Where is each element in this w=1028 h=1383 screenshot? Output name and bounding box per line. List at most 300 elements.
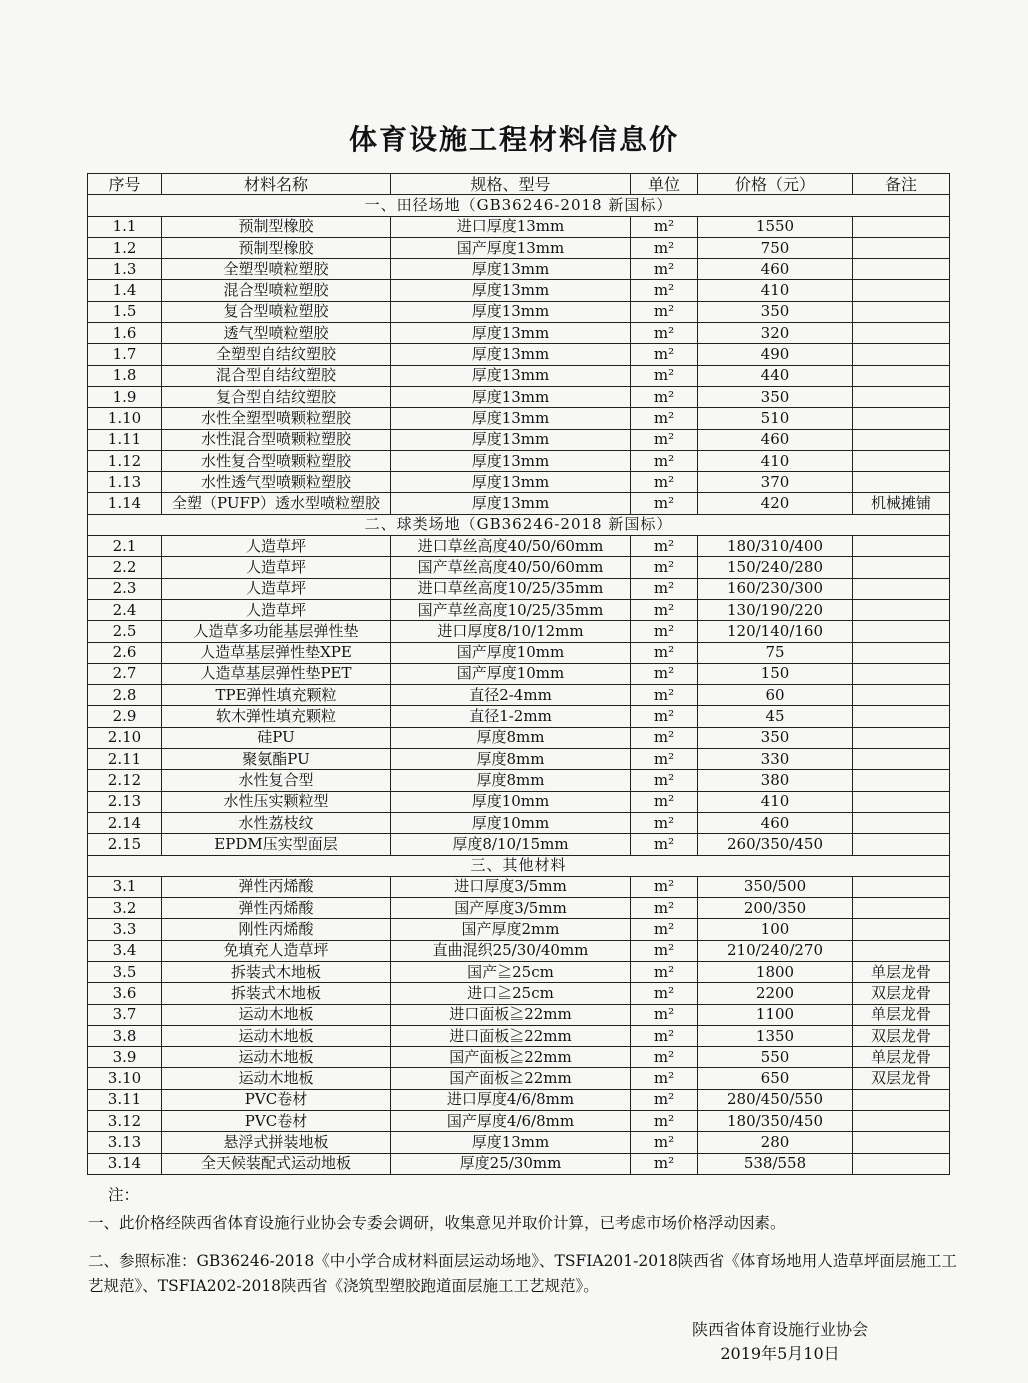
table-row [88, 557, 950, 578]
cell-spec: 厚度13mm [391, 1132, 631, 1153]
section-row [88, 514, 950, 535]
cell-name: 混合型喷粒塑胶 [162, 280, 391, 301]
cell-unit: m² [631, 663, 698, 684]
table-row [88, 749, 950, 770]
cell-unit: m² [631, 365, 698, 386]
cell-price: 350/500 [698, 876, 853, 897]
cell-note [853, 408, 950, 429]
document-title: 体育设施工程材料信息价 [348, 123, 679, 156]
cell-name: 水性混合型喷颗粒塑胶 [162, 429, 391, 450]
cell-name: 人造草坪 [162, 557, 391, 578]
header-name: 材料名称 [162, 174, 391, 195]
cell-price: 1100 [698, 1004, 853, 1025]
cell-note [853, 365, 950, 386]
cell-no: 3.12 [88, 1111, 162, 1132]
cell-note: 单层龙骨 [853, 961, 950, 982]
table-row [88, 429, 950, 450]
cell-price: 490 [698, 344, 853, 365]
cell-price: 45 [698, 706, 853, 727]
cell-unit: m² [631, 1089, 698, 1110]
cell-note [853, 578, 950, 599]
cell-name: 硅PU [162, 727, 391, 748]
material-price-table [87, 173, 950, 1175]
cell-note [853, 663, 950, 684]
cell-note [853, 599, 950, 620]
table-row [88, 493, 950, 514]
cell-price: 100 [698, 919, 853, 940]
cell-note: 双层龙骨 [853, 1068, 950, 1089]
cell-spec: 进口草丝高度40/50/60mm [391, 536, 631, 557]
cell-unit: m² [631, 961, 698, 982]
cell-spec: 直径2-4mm [391, 685, 631, 706]
cell-name: PVC卷材 [162, 1089, 391, 1110]
table-row [88, 706, 950, 727]
cell-price: 380 [698, 770, 853, 791]
cell-price: 2200 [698, 983, 853, 1004]
cell-price: 420 [698, 493, 853, 514]
cell-note [853, 791, 950, 812]
cell-note [853, 259, 950, 280]
cell-note: 双层龙骨 [853, 1025, 950, 1046]
cell-no: 3.6 [88, 983, 162, 1004]
cell-name: 运动木地板 [162, 1068, 391, 1089]
table-body [88, 195, 950, 1175]
section-row [88, 855, 950, 876]
cell-price: 60 [698, 685, 853, 706]
cell-spec: 厚度13mm [391, 344, 631, 365]
cell-spec: 国产面板≧22mm [391, 1068, 631, 1089]
cell-unit: m² [631, 983, 698, 1004]
cell-price: 130/190/220 [698, 599, 853, 620]
cell-price: 460 [698, 812, 853, 833]
cell-no: 3.13 [88, 1132, 162, 1153]
cell-spec: 厚度8mm [391, 749, 631, 770]
cell-unit: m² [631, 1132, 698, 1153]
cell-no: 3.1 [88, 876, 162, 897]
cell-spec: 国产厚度2mm [391, 919, 631, 940]
cell-name: 人造草坪 [162, 536, 391, 557]
cell-no: 2.8 [88, 685, 162, 706]
cell-name: 复合型喷粒塑胶 [162, 301, 391, 322]
cell-no: 1.12 [88, 450, 162, 471]
cell-unit: m² [631, 940, 698, 961]
cell-unit: m² [631, 642, 698, 663]
header-note: 备注 [853, 174, 950, 195]
cell-price: 180/310/400 [698, 536, 853, 557]
cell-no: 3.2 [88, 898, 162, 919]
cell-price: 180/350/450 [698, 1111, 853, 1132]
cell-name: EPDM压实型面层 [162, 834, 391, 855]
table-row [88, 323, 950, 344]
cell-spec: 厚度8mm [391, 727, 631, 748]
cell-name: 弹性丙烯酸 [162, 898, 391, 919]
cell-price: 150/240/280 [698, 557, 853, 578]
footer-signature [650, 1318, 910, 1366]
cell-unit: m² [631, 450, 698, 471]
cell-name: TPE弹性填充颗粒 [162, 685, 391, 706]
cell-no: 2.4 [88, 599, 162, 620]
cell-name: 聚氨酯PU [162, 749, 391, 770]
cell-spec: 进口厚度4/6/8mm [391, 1089, 631, 1110]
cell-note [853, 216, 950, 237]
cell-name: 拆装式木地板 [162, 961, 391, 982]
section-title: 三、其他材料 [88, 855, 950, 876]
footer-organization: 陕西省体育设施行业协会 [691, 1320, 868, 1339]
cell-unit: m² [631, 259, 698, 280]
cell-no: 1.11 [88, 429, 162, 450]
table-row [88, 1004, 950, 1025]
cell-note [853, 1153, 950, 1174]
cell-note: 机械摊铺 [853, 493, 950, 514]
cell-price: 120/140/160 [698, 621, 853, 642]
cell-name: 全塑型自结纹塑胶 [162, 344, 391, 365]
cell-no: 2.15 [88, 834, 162, 855]
table-row [88, 1111, 950, 1132]
cell-no: 2.6 [88, 642, 162, 663]
cell-name: 全塑（PUFP）透水型喷粒塑胶 [162, 493, 391, 514]
table-row [88, 599, 950, 620]
cell-name: 运动木地板 [162, 1004, 391, 1025]
cell-spec: 厚度8mm [391, 770, 631, 791]
table-row [88, 685, 950, 706]
cell-no: 2.1 [88, 536, 162, 557]
cell-no: 1.7 [88, 344, 162, 365]
cell-no: 1.4 [88, 280, 162, 301]
cell-no: 3.14 [88, 1153, 162, 1174]
cell-price: 1350 [698, 1025, 853, 1046]
cell-unit: m² [631, 578, 698, 599]
cell-unit: m² [631, 408, 698, 429]
table-row [88, 536, 950, 557]
cell-name: 水性全塑型喷颗粒塑胶 [162, 408, 391, 429]
table-row [88, 983, 950, 1004]
cell-no: 3.9 [88, 1047, 162, 1068]
cell-note [853, 1132, 950, 1153]
cell-note [853, 323, 950, 344]
cell-spec: 厚度13mm [391, 408, 631, 429]
cell-note [853, 749, 950, 770]
cell-name: 水性透气型喷颗粒塑胶 [162, 472, 391, 493]
cell-spec: 厚度13mm [391, 280, 631, 301]
cell-price: 75 [698, 642, 853, 663]
cell-unit: m² [631, 280, 698, 301]
cell-unit: m² [631, 237, 698, 258]
cell-spec: 厚度13mm [391, 472, 631, 493]
cell-no: 1.6 [88, 323, 162, 344]
note-item-1: 一、此价格经陕西省体育设施行业协会专委会调研，收集意见并取价计算，已考虑市场价格浮动因素。 [88, 1214, 786, 1232]
cell-name: 混合型自结纹塑胶 [162, 365, 391, 386]
header-unit: 单位 [631, 174, 698, 195]
cell-unit: m² [631, 749, 698, 770]
cell-note [853, 727, 950, 748]
cell-spec: 厚度10mm [391, 791, 631, 812]
cell-unit: m² [631, 1025, 698, 1046]
cell-no: 1.2 [88, 237, 162, 258]
cell-spec: 国产厚度10mm [391, 642, 631, 663]
cell-name: 悬浮式拼装地板 [162, 1132, 391, 1153]
table-row [88, 237, 950, 258]
cell-unit: m² [631, 1111, 698, 1132]
table-row [88, 834, 950, 855]
section-title: 二、球类场地（GB36246-2018 新国标） [88, 514, 950, 535]
cell-name: PVC卷材 [162, 1111, 391, 1132]
table-row [88, 1047, 950, 1068]
cell-price: 460 [698, 429, 853, 450]
table-header-row [88, 174, 950, 195]
cell-unit: m² [631, 323, 698, 344]
cell-no: 2.11 [88, 749, 162, 770]
cell-name: 复合型自结纹塑胶 [162, 386, 391, 407]
header-spec: 规格、型号 [391, 174, 631, 195]
cell-note: 单层龙骨 [853, 1047, 950, 1068]
cell-no: 3.11 [88, 1089, 162, 1110]
table-row [88, 408, 950, 429]
cell-note: 单层龙骨 [853, 1004, 950, 1025]
cell-note [853, 834, 950, 855]
cell-price: 510 [698, 408, 853, 429]
cell-note [853, 685, 950, 706]
cell-spec: 直径1-2mm [391, 706, 631, 727]
cell-note [853, 621, 950, 642]
cell-no: 2.12 [88, 770, 162, 791]
table-row [88, 961, 950, 982]
table-row [88, 727, 950, 748]
cell-unit: m² [631, 301, 698, 322]
cell-note [853, 876, 950, 897]
cell-no: 1.5 [88, 301, 162, 322]
cell-price: 350 [698, 301, 853, 322]
cell-name: 人造草坪 [162, 578, 391, 599]
cell-note [853, 919, 950, 940]
cell-name: 人造草坪 [162, 599, 391, 620]
table-row [88, 365, 950, 386]
cell-price: 260/350/450 [698, 834, 853, 855]
cell-spec: 国产厚度3/5mm [391, 898, 631, 919]
table-row [88, 280, 950, 301]
cell-spec: 进口厚度8/10/12mm [391, 621, 631, 642]
cell-unit: m² [631, 876, 698, 897]
cell-unit: m² [631, 791, 698, 812]
table-row [88, 919, 950, 940]
table-row [88, 791, 950, 812]
cell-name: 软木弹性填充颗粒 [162, 706, 391, 727]
cell-no: 3.5 [88, 961, 162, 982]
cell-unit: m² [631, 621, 698, 642]
section-title: 一、田径场地（GB36246-2018 新国标） [88, 195, 950, 216]
cell-note [853, 344, 950, 365]
table-row [88, 876, 950, 897]
table-row [88, 1089, 950, 1110]
cell-spec: 厚度8/10/15mm [391, 834, 631, 855]
cell-spec: 国产草丝高度10/25/35mm [391, 599, 631, 620]
cell-name: 刚性丙烯酸 [162, 919, 391, 940]
cell-no: 1.9 [88, 386, 162, 407]
table-row [88, 216, 950, 237]
cell-unit: m² [631, 898, 698, 919]
cell-spec: 进口面板≧22mm [391, 1025, 631, 1046]
cell-note [853, 812, 950, 833]
cell-price: 210/240/270 [698, 940, 853, 961]
cell-note [853, 536, 950, 557]
cell-note [853, 386, 950, 407]
table-row [88, 578, 950, 599]
cell-price: 160/230/300 [698, 578, 853, 599]
cell-price: 350 [698, 727, 853, 748]
cell-unit: m² [631, 706, 698, 727]
table-row [88, 642, 950, 663]
cell-name: 水性荔枝纹 [162, 812, 391, 833]
cell-no: 2.5 [88, 621, 162, 642]
cell-no: 2.13 [88, 791, 162, 812]
table-row [88, 386, 950, 407]
cell-price: 410 [698, 450, 853, 471]
cell-spec: 厚度25/30mm [391, 1153, 631, 1174]
cell-name: 预制型橡胶 [162, 216, 391, 237]
cell-note [853, 557, 950, 578]
cell-unit: m² [631, 812, 698, 833]
notes-block [88, 1183, 958, 1299]
cell-spec: 进口≧25cm [391, 983, 631, 1004]
cell-unit: m² [631, 557, 698, 578]
cell-note [853, 770, 950, 791]
cell-spec: 国产面板≧22mm [391, 1047, 631, 1068]
cell-price: 410 [698, 280, 853, 301]
cell-no: 1.14 [88, 493, 162, 514]
cell-note [853, 1111, 950, 1132]
cell-spec: 厚度13mm [391, 450, 631, 471]
table-row [88, 450, 950, 471]
cell-note [853, 472, 950, 493]
cell-name: 运动木地板 [162, 1047, 391, 1068]
cell-unit: m² [631, 770, 698, 791]
cell-name: 水性压实颗粒型 [162, 791, 391, 812]
cell-unit: m² [631, 685, 698, 706]
cell-unit: m² [631, 1068, 698, 1089]
cell-no: 1.8 [88, 365, 162, 386]
cell-name: 人造草多功能基层弹性垫 [162, 621, 391, 642]
cell-spec: 国产草丝高度40/50/60mm [391, 557, 631, 578]
cell-name: 全天候装配式运动地板 [162, 1153, 391, 1174]
cell-note [853, 898, 950, 919]
cell-price: 150 [698, 663, 853, 684]
cell-spec: 国产厚度4/6/8mm [391, 1111, 631, 1132]
cell-spec: 直曲混织25/30/40mm [391, 940, 631, 961]
cell-note [853, 301, 950, 322]
table-row [88, 472, 950, 493]
cell-name: 拆装式木地板 [162, 983, 391, 1004]
table-row [88, 621, 950, 642]
cell-no: 2.3 [88, 578, 162, 599]
header-no: 序号 [88, 174, 162, 195]
cell-price: 410 [698, 791, 853, 812]
cell-name: 水性复合型喷颗粒塑胶 [162, 450, 391, 471]
cell-note [853, 642, 950, 663]
footer-date: 2019年5月10日 [720, 1344, 840, 1363]
cell-no: 1.10 [88, 408, 162, 429]
table-row [88, 1153, 950, 1174]
cell-price: 350 [698, 386, 853, 407]
table-row [88, 898, 950, 919]
cell-note [853, 706, 950, 727]
cell-no: 2.9 [88, 706, 162, 727]
cell-spec: 厚度10mm [391, 812, 631, 833]
cell-note [853, 280, 950, 301]
cell-price: 330 [698, 749, 853, 770]
cell-name: 弹性丙烯酸 [162, 876, 391, 897]
cell-name: 预制型橡胶 [162, 237, 391, 258]
cell-name: 人造草基层弹性垫PET [162, 663, 391, 684]
cell-unit: m² [631, 919, 698, 940]
table-row [88, 1068, 950, 1089]
cell-price: 550 [698, 1047, 853, 1068]
cell-unit: m² [631, 1004, 698, 1025]
cell-price: 440 [698, 365, 853, 386]
cell-name: 运动木地板 [162, 1025, 391, 1046]
cell-no: 2.2 [88, 557, 162, 578]
cell-price: 538/558 [698, 1153, 853, 1174]
table-row [88, 301, 950, 322]
cell-unit: m² [631, 386, 698, 407]
cell-no: 3.4 [88, 940, 162, 961]
cell-price: 1800 [698, 961, 853, 982]
table-row [88, 663, 950, 684]
cell-note [853, 450, 950, 471]
cell-no: 2.14 [88, 812, 162, 833]
cell-price: 370 [698, 472, 853, 493]
cell-no: 1.13 [88, 472, 162, 493]
cell-unit: m² [631, 344, 698, 365]
cell-price: 1550 [698, 216, 853, 237]
table-row [88, 940, 950, 961]
cell-price: 650 [698, 1068, 853, 1089]
table-row [88, 1025, 950, 1046]
cell-spec: 进口面板≧22mm [391, 1004, 631, 1025]
cell-no: 3.8 [88, 1025, 162, 1046]
cell-note: 双层龙骨 [853, 983, 950, 1004]
cell-unit: m² [631, 1047, 698, 1068]
cell-spec: 厚度13mm [391, 429, 631, 450]
cell-no: 2.10 [88, 727, 162, 748]
cell-unit: m² [631, 216, 698, 237]
cell-spec: 进口厚度13mm [391, 216, 631, 237]
table-row [88, 259, 950, 280]
cell-name: 人造草基层弹性垫XPE [162, 642, 391, 663]
cell-unit: m² [631, 599, 698, 620]
cell-price: 280 [698, 1132, 853, 1153]
cell-spec: 国产厚度10mm [391, 663, 631, 684]
cell-no: 1.3 [88, 259, 162, 280]
cell-no: 3.10 [88, 1068, 162, 1089]
cell-spec: 厚度13mm [391, 493, 631, 514]
cell-unit: m² [631, 429, 698, 450]
cell-spec: 厚度13mm [391, 323, 631, 344]
cell-no: 1.1 [88, 216, 162, 237]
cell-spec: 国产≧25cm [391, 961, 631, 982]
cell-name: 免填充人造草坪 [162, 940, 391, 961]
cell-spec: 国产厚度13mm [391, 237, 631, 258]
cell-no: 3.3 [88, 919, 162, 940]
cell-spec: 进口厚度3/5mm [391, 876, 631, 897]
cell-note [853, 237, 950, 258]
cell-name: 全塑型喷粒塑胶 [162, 259, 391, 280]
cell-spec: 厚度13mm [391, 301, 631, 322]
cell-unit: m² [631, 727, 698, 748]
cell-spec: 厚度13mm [391, 386, 631, 407]
cell-name: 透气型喷粒塑胶 [162, 323, 391, 344]
cell-price: 200/350 [698, 898, 853, 919]
table-row [88, 812, 950, 833]
header-price: 价格（元） [698, 174, 853, 195]
